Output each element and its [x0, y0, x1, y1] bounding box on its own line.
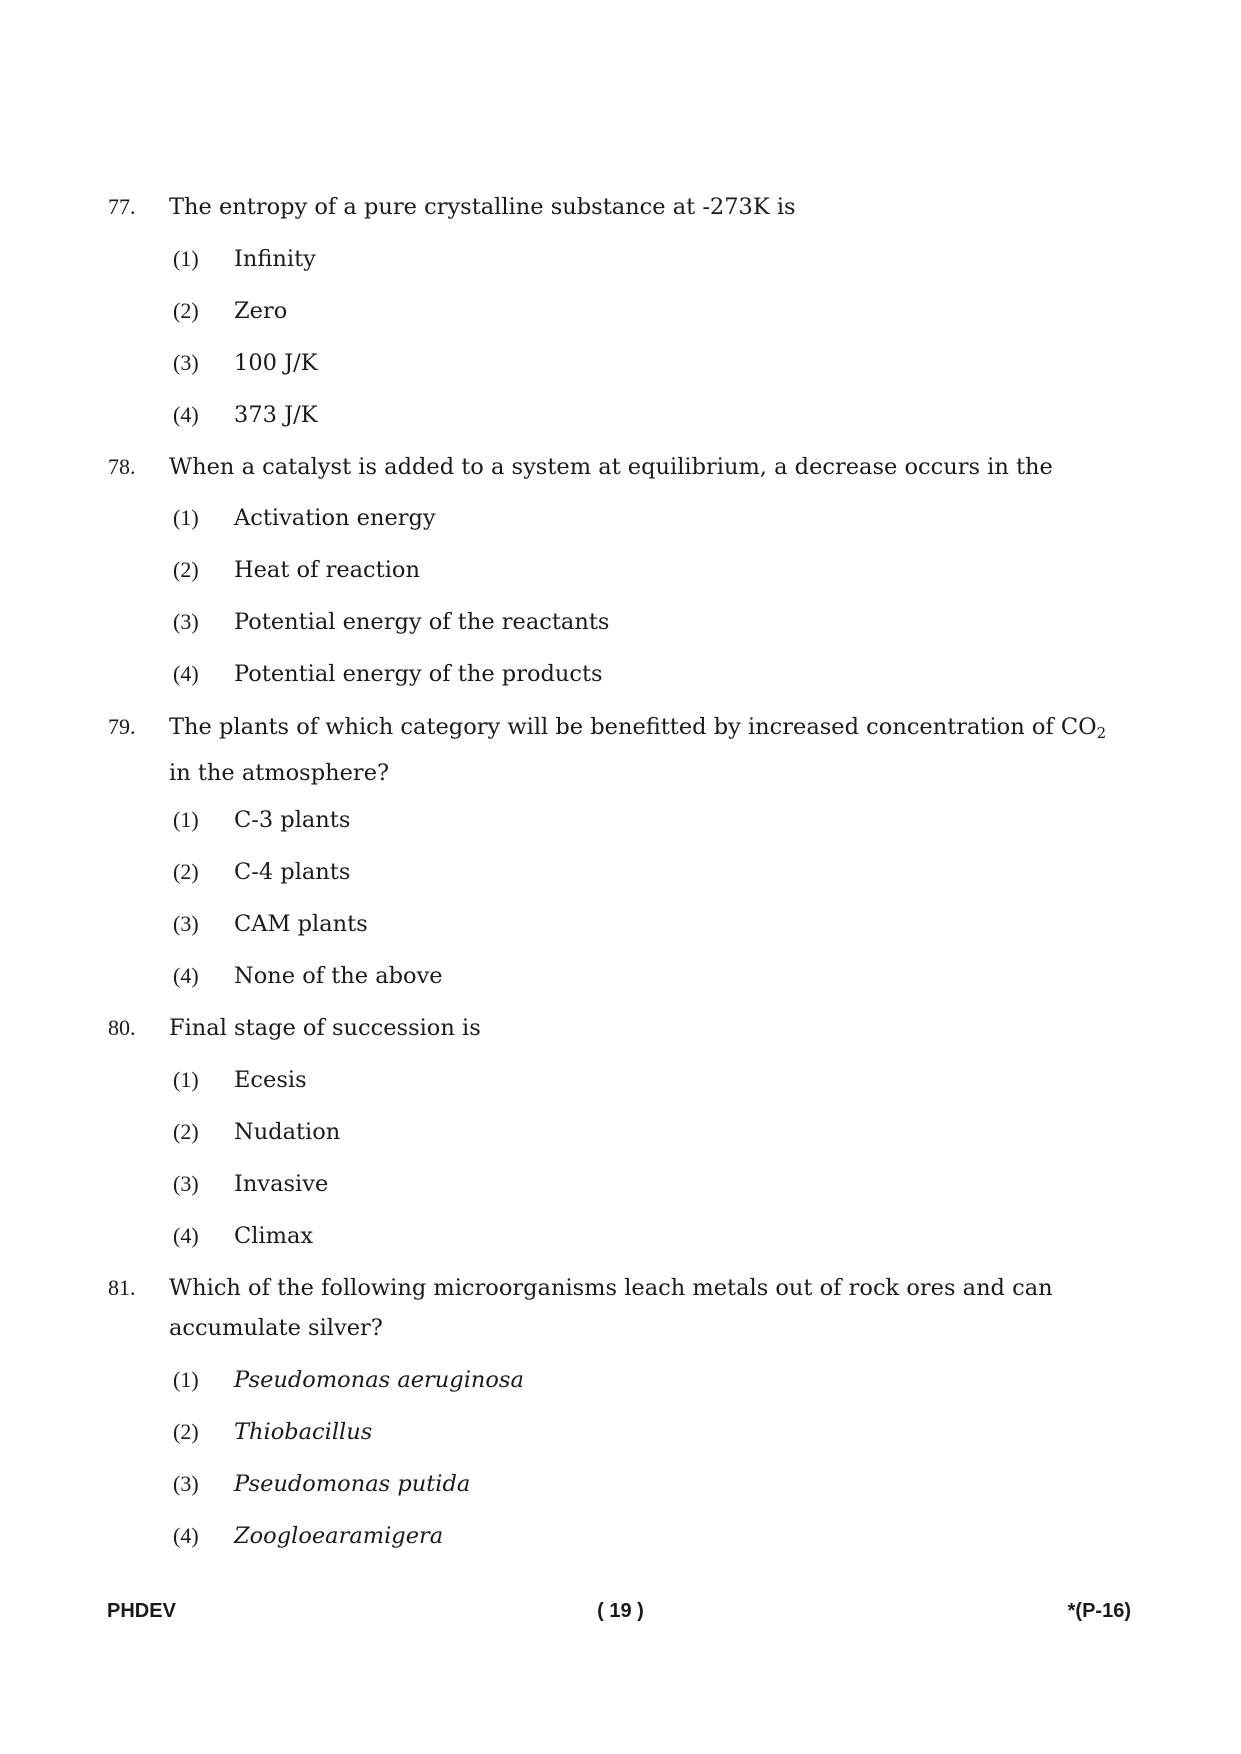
option-text: Infinity	[234, 246, 316, 272]
question-text	[169, 707, 1129, 793]
question-number: 78.	[108, 454, 136, 479]
option-number: (1)	[173, 1367, 199, 1392]
question-number: 79.	[108, 714, 136, 739]
option-1	[0, 1360, 1241, 1400]
option-text: Invasive	[234, 1171, 329, 1197]
option-number: (2)	[173, 1419, 199, 1444]
option-text: Heat of reaction	[234, 557, 420, 583]
option-4	[0, 395, 1241, 435]
option-text: Thiobacillus	[234, 1419, 373, 1445]
option-text: C-4 plants	[234, 859, 351, 885]
option-text: Potential energy of the reactants	[234, 609, 610, 635]
question-text-line-2: accumulate silver?	[169, 1315, 383, 1341]
option-text: Activation energy	[234, 505, 436, 531]
option-number: (1)	[173, 246, 199, 271]
option-2	[0, 1412, 1241, 1452]
option-number: (4)	[173, 402, 199, 427]
question-text-line-2: in the atmosphere?	[169, 760, 390, 786]
footer-course-code: PHDEV	[107, 1600, 176, 1622]
option-1	[0, 1060, 1241, 1100]
option-text: CAM plants	[234, 911, 368, 937]
option-1	[0, 800, 1241, 840]
option-number: (1)	[173, 505, 199, 530]
option-2	[0, 1112, 1241, 1152]
option-number: (1)	[173, 807, 199, 832]
option-2	[0, 291, 1241, 331]
option-number: (4)	[173, 963, 199, 988]
option-text: 100 J/K	[234, 350, 318, 376]
option-1	[0, 239, 1241, 279]
option-text: Ecesis	[234, 1067, 307, 1093]
footer-page-number: ( 19 )	[597, 1600, 644, 1622]
option-text: Zero	[234, 298, 288, 324]
option-text: None of the above	[234, 963, 443, 989]
option-4	[0, 654, 1241, 694]
option-number: (2)	[173, 859, 199, 884]
subscript: 2	[1096, 724, 1107, 742]
question-number: 80.	[108, 1015, 136, 1040]
question-text-line-1: Which of the following microorganisms leach metals out of rock ores and can	[169, 1275, 1053, 1301]
option-3	[0, 904, 1241, 944]
question-text: Final stage of succession is	[169, 1015, 481, 1041]
option-number: (3)	[173, 1171, 199, 1196]
option-number: (3)	[173, 911, 199, 936]
option-text: Pseudomonas aeruginosa	[234, 1367, 524, 1393]
option-4	[0, 956, 1241, 996]
option-text: Zoogloearamigera	[234, 1523, 444, 1549]
option-2	[0, 852, 1241, 892]
option-number: (1)	[173, 1067, 199, 1092]
option-number: (4)	[173, 1223, 199, 1248]
option-number: (3)	[173, 1471, 199, 1496]
question-text	[169, 1268, 1129, 1348]
question-text-line-1: The plants of which category will be benefitted by increased concentration of CO	[169, 714, 1097, 740]
option-4	[0, 1216, 1241, 1256]
option-3	[0, 1164, 1241, 1204]
option-3	[0, 343, 1241, 383]
option-4	[0, 1516, 1241, 1556]
option-number: (4)	[173, 661, 199, 686]
question-number: 81.	[108, 1275, 136, 1300]
footer-paper-code: *(P-16)	[1067, 1600, 1131, 1622]
question-text: The entropy of a pure crystalline substance at -273K is	[169, 194, 796, 220]
option-text: Nudation	[234, 1119, 341, 1145]
option-1	[0, 498, 1241, 538]
option-3	[0, 602, 1241, 642]
option-text: 373 J/K	[234, 402, 318, 428]
option-number: (4)	[173, 1523, 199, 1548]
option-number: (2)	[173, 298, 199, 323]
option-number: (2)	[173, 557, 199, 582]
option-number: (3)	[173, 609, 199, 634]
question-text: When a catalyst is added to a system at equilibrium, a decrease occurs in the	[169, 454, 1053, 480]
option-number: (2)	[173, 1119, 199, 1144]
option-2	[0, 550, 1241, 590]
option-text: C-3 plants	[234, 807, 351, 833]
option-text: Climax	[234, 1223, 314, 1249]
option-text: Potential energy of the products	[234, 661, 603, 687]
option-number: (3)	[173, 350, 199, 375]
option-text: Pseudomonas putida	[234, 1471, 471, 1497]
option-3	[0, 1464, 1241, 1504]
question-number: 77.	[108, 194, 136, 219]
